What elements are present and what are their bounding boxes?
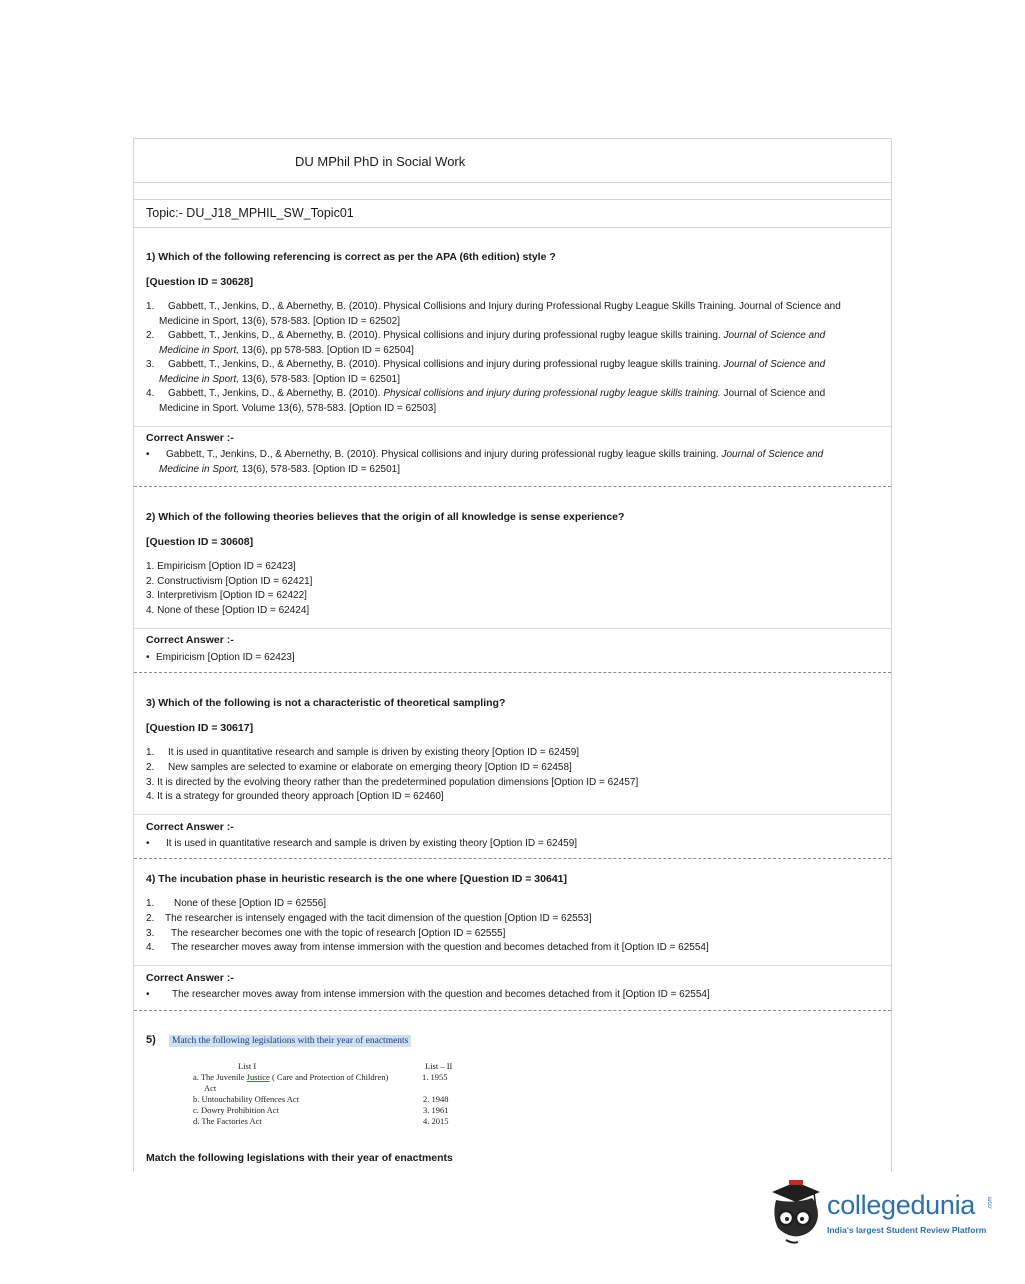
list2-item-3: 3. 1961 bbox=[423, 1105, 449, 1115]
question-5-text: Match the following legislations with their year of enactments bbox=[146, 1152, 453, 1164]
answer-text-italic: Medicine in Sport, bbox=[159, 463, 240, 475]
q1-option-1 bbox=[146, 300, 881, 329]
list2-item-4: 4. 2015 bbox=[423, 1116, 449, 1126]
list1-item-d: d. The Factories Act bbox=[193, 1116, 262, 1126]
option-text-cont: Medicine in Sport, 13(6), 578-583. [Option ID = 62502] bbox=[159, 315, 400, 327]
q4-correct-label: Correct Answer :- bbox=[146, 972, 234, 984]
q4-correct-answer bbox=[146, 988, 881, 1003]
brand-name: collegedunia bbox=[827, 1190, 976, 1220]
question-separator bbox=[134, 486, 891, 487]
list1-item-a-text: a. The Juvenile bbox=[193, 1072, 247, 1082]
q4-option-1 bbox=[146, 897, 881, 912]
divider bbox=[134, 814, 891, 815]
q2-option-3: 3. Interpretivism [Option ID = 62422] bbox=[146, 590, 307, 601]
option-number: 2. bbox=[146, 762, 155, 773]
option-number: 1. bbox=[146, 898, 155, 909]
question-separator bbox=[134, 672, 891, 673]
q4-option-2 bbox=[146, 912, 881, 927]
answer-text-cont: 13(6), 578-583. [Option ID = 62501] bbox=[239, 463, 400, 475]
option-number: 2. bbox=[146, 913, 155, 924]
option-text-cont: 13(6), 578-583. [Option ID = 62501] bbox=[239, 373, 400, 385]
q1-option-3 bbox=[146, 358, 881, 387]
option-text-italic: Medicine in Sport, bbox=[159, 344, 240, 356]
answer-text: The researcher moves away from intense immersion with the question and becomes detached from it [Option ID = 62554] bbox=[172, 989, 710, 1000]
option-text: New samples are selected to examine or elaborate on emerging theory [Option ID = 62458] bbox=[168, 762, 572, 773]
list1-item-c: c. Dowry Prohibition Act bbox=[193, 1105, 279, 1115]
q4-option-3 bbox=[146, 927, 881, 942]
q1-correct-answer bbox=[146, 448, 881, 477]
q1-correct-label: Correct Answer :- bbox=[146, 432, 234, 444]
list2-item-1: 1. 1955 bbox=[422, 1072, 448, 1082]
list1-item-a-cont: Act bbox=[204, 1083, 217, 1093]
brand-tagline: India's largest Student Review Platform bbox=[827, 1225, 987, 1235]
question-3: 3) Which of the following is not a characteristic of theoretical sampling? bbox=[146, 697, 506, 709]
option-text: The researcher is intensely engaged with the tacit dimension of the question [Option ID = 62553] bbox=[165, 913, 592, 924]
option-number: 4. bbox=[146, 942, 155, 953]
question-separator bbox=[134, 858, 891, 859]
bullet: • bbox=[146, 652, 150, 663]
list1-item-a-underlined: Justice bbox=[246, 1072, 270, 1082]
option-text: Gabbett, T., Jenkins, D., & Abernethy, B. (2010). Physical collisions and injury during professional rugby league skills training. bbox=[168, 359, 724, 370]
option-text: Gabbett, T., Jenkins, D., & Abernethy, B. (2010). Physical Collisions and Injury during Professional Rugby League Skills Training. Journal of Science and bbox=[168, 301, 841, 312]
answer-text-italic: Journal of Science and bbox=[721, 449, 824, 460]
answer-text: Empiricism [Option ID = 62423] bbox=[156, 652, 295, 663]
question-4: 4) The incubation phase in heuristic research is the one where [Question ID = 30641] bbox=[146, 873, 567, 885]
q3-correct-answer bbox=[146, 837, 881, 852]
question-3-id: [Question ID = 30617] bbox=[146, 722, 254, 734]
paper-header bbox=[134, 139, 891, 183]
q2-option-2: 2. Constructivism [Option ID = 62421] bbox=[146, 576, 313, 587]
question-5-number: 5) bbox=[146, 1034, 156, 1046]
bullet: • bbox=[146, 989, 150, 1000]
q3-option-1 bbox=[146, 746, 881, 761]
collegedunia-logo[interactable] bbox=[766, 1178, 996, 1248]
option-number: 3. bbox=[146, 359, 155, 370]
header-spacer bbox=[134, 183, 891, 200]
q3-correct-label: Correct Answer :- bbox=[146, 821, 234, 833]
list2-item-2: 2. 1948 bbox=[423, 1094, 449, 1104]
paper-title: DU MPhil PhD in Social Work bbox=[295, 154, 466, 169]
divider bbox=[134, 426, 891, 427]
option-number: 3. bbox=[146, 928, 155, 939]
q4-option-4 bbox=[146, 941, 881, 956]
brand-domain: .com bbox=[987, 1196, 994, 1210]
option-text-italic: Medicine in Sport, bbox=[159, 373, 240, 385]
topic-label: Topic:- DU_J18_MPHIL_SW_Topic01 bbox=[146, 206, 354, 220]
option-number: 1. bbox=[146, 747, 155, 758]
q3-option-3: 3. It is directed by the evolving theory rather than the predetermined population dimensions [Option ID = 62457] bbox=[146, 777, 639, 788]
list1-item-a-text-cont: ( Care and Protection of Children) bbox=[269, 1072, 389, 1082]
q3-option-4: 4. It is a strategy for grounded theory approach [Option ID = 62460] bbox=[146, 791, 444, 802]
option-text-cont: 13(6), pp 578-583. [Option ID = 62504] bbox=[239, 344, 414, 356]
question-1-id: [Question ID = 30628] bbox=[146, 276, 254, 288]
list1-item-b: b. Untouchability Offences Act bbox=[193, 1094, 300, 1104]
question-paper bbox=[133, 138, 892, 1172]
q1-option-2 bbox=[146, 329, 881, 358]
q2-option-1: 1. Empiricism [Option ID = 62423] bbox=[146, 561, 296, 572]
divider bbox=[134, 965, 891, 966]
option-text: Gabbett, T., Jenkins, D., & Abernethy, B. (2010). Physical collisions and injury during professional rugby league skills training. bbox=[168, 330, 724, 341]
option-text-italic: Physical collisions and injury during professional rugby league skills training. bbox=[383, 388, 721, 399]
divider bbox=[134, 628, 891, 629]
question-1: 1) Which of the following referencing is correct as per the APA (6th edition) style ? bbox=[146, 251, 556, 263]
option-text-italic: Journal of Science and bbox=[723, 330, 826, 341]
option-text-italic: Journal of Science and bbox=[723, 359, 826, 370]
bullet: • bbox=[146, 449, 150, 460]
option-text: Journal of Science and bbox=[720, 388, 826, 399]
question-separator bbox=[134, 1010, 891, 1011]
q2-correct-label: Correct Answer :- bbox=[146, 634, 234, 646]
option-text: The researcher becomes one with the topic of research [Option ID = 62555] bbox=[171, 928, 506, 939]
option-number: 4. bbox=[146, 388, 155, 399]
question-2-id: [Question ID = 30608] bbox=[146, 536, 254, 548]
option-text: Gabbett, T., Jenkins, D., & Abernethy, B. (2010). bbox=[168, 388, 384, 399]
q3-option-2 bbox=[146, 761, 881, 776]
q2-correct-answer bbox=[146, 651, 881, 666]
q1-option-4 bbox=[146, 387, 881, 416]
question-5-highlighted-text: Match the following legislations with their year of enactments bbox=[169, 1035, 411, 1047]
list1-header: List I bbox=[238, 1061, 257, 1071]
bullet: • bbox=[146, 838, 150, 849]
question-2: 2) Which of the following theories believes that the origin of all knowledge is sense experience? bbox=[146, 511, 625, 523]
topic-row bbox=[134, 200, 891, 228]
answer-text: It is used in quantitative research and sample is driven by existing theory [Option ID = 62459] bbox=[166, 838, 578, 849]
option-text: The researcher moves away from intense immersion with the question and becomes detached from it [Option ID = 62554] bbox=[171, 942, 709, 953]
option-number: 2. bbox=[146, 330, 155, 341]
student-mascot-icon bbox=[766, 1178, 826, 1248]
option-text-cont: Medicine in Sport. Volume 13(6), 578-583. [Option ID = 62503] bbox=[159, 402, 437, 414]
option-number: 1. bbox=[146, 301, 155, 312]
list2-header: List – II bbox=[425, 1061, 453, 1071]
list1-item-a bbox=[193, 1072, 388, 1082]
q2-option-4: 4. None of these [Option ID = 62424] bbox=[146, 605, 310, 616]
answer-text: Gabbett, T., Jenkins, D., & Abernethy, B. (2010). Physical collisions and injury during professional rugby league skills training. bbox=[166, 449, 722, 460]
option-text: None of these [Option ID = 62556] bbox=[174, 898, 327, 909]
option-text: It is used in quantitative research and sample is driven by existing theory [Option ID = 62459] bbox=[168, 747, 580, 758]
